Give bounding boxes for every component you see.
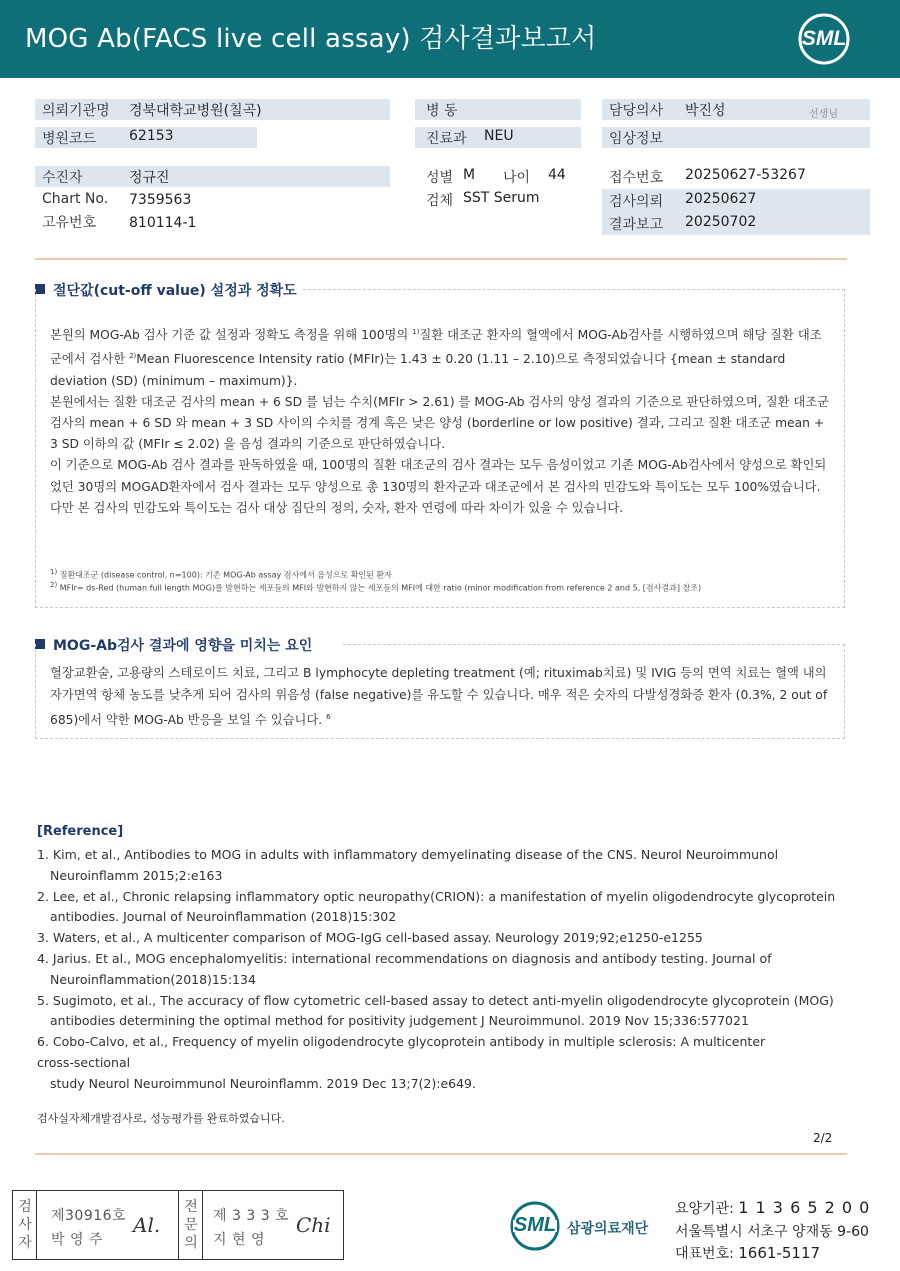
patient-value: 정규진: [129, 170, 170, 186]
p1-footnote-mark-2: 2): [129, 352, 137, 361]
uid-value: 810114-1: [129, 215, 197, 231]
reference-item-1: 1. Kim, et al., Antibodies to MOG in adults with inflammatory demyelinating disease of the CNS. Neurol Neuroimmunol: [37, 847, 779, 862]
inspector-signature: Al.: [133, 1213, 161, 1237]
report-label: 결과보고: [609, 217, 664, 233]
section1-paragraph-2: 본원에서는 질환 대조군 검사의 mean + 6 SD 를 넘는 수치(MFIr > 2.61) 를 MOG-Ab 검사의 양성 결과의 기준으로 판단하였으며, 질환 대조군 검사의 mean + 6 SD 와 mean + 3 SD 사이의 수치를 경계 혹은 낮은 양성 (borderline or low positive) 결과, 그리고 질환 대조군 mean + 3 SD 이하의 값 (MFIr ≤ 2.02) 을 음성 결과의 기준으로 판단하였습니다.: [50, 394, 830, 452]
reference-item-6-cont: cross-sectional: [37, 1054, 131, 1070]
receipt-value: 20250627-53267: [685, 167, 806, 183]
care-institution-label: 요양기관:: [675, 1201, 739, 1217]
dept-value: NEU: [484, 128, 514, 144]
p1-text-c: Mean Fluorescence Intensity ratio (MFIr)는 1.43 ± 0.20 (1.11 – 2.10)으로 측정되었습니다 {mean ± standard deviation (SD) (minimum – maximum)}.: [50, 352, 786, 388]
sml-logo-text: SML: [801, 27, 847, 50]
doctor-value: 박진성: [685, 103, 726, 119]
specimen-value: SST Serum: [463, 190, 540, 206]
sml-logo: [797, 12, 851, 66]
chart-no-value: 7359563: [129, 192, 192, 208]
report-header: [0, 0, 900, 78]
footnote-1-mark: 1): [50, 568, 58, 576]
reference-heading: [Reference]: [37, 824, 124, 839]
divider-bottom: [35, 1153, 847, 1155]
doctor-label: 담당의사: [609, 103, 664, 119]
section2-footnote-mark: 6: [326, 713, 331, 721]
report-value: 20250702: [685, 214, 757, 230]
inspector-char-1: 검: [18, 1199, 32, 1215]
inspector-license: 제30916호: [51, 1208, 127, 1224]
p1-footnote-mark-1: 1): [412, 328, 420, 336]
patient-bar: [35, 166, 390, 187]
specialist-cell: [203, 1191, 343, 1259]
ward-label: 병 동: [426, 103, 458, 119]
request-value: 20250627: [685, 191, 757, 207]
reference-item-4: 4. Jarius. Et al., MOG encephalomyelitis: international recommendations on diagnosis and antibody testing. Journal of: [37, 950, 772, 966]
care-institution: [675, 1198, 870, 1218]
reference-item-5-cont: antibodies determining the optimal method for positivity judgement J Neuroimmunol. 2019 Nov 15;336:577021: [50, 1013, 749, 1029]
p1-text-b: 질환 대조군 환자의 혈액에서 MOG-Ab검사를 시행하였으며 해당 질환 대조군에서 검사한: [50, 328, 822, 367]
care-institution-number: 1 1 3 6 5 2 0 0: [738, 1198, 871, 1217]
reference-item-6-cont2: study Neurol Neuroimmunol Neuroinflamm. 2019 Dec 13;7(2):e649.: [50, 1075, 476, 1091]
signature-stamp: [12, 1190, 344, 1260]
footnote-2-text: MFIr= ds-Red (human full length MOG)를 발현하는 세포들의 MFI와 발현하지 않는 세포들의 MFI에 대한 ratio (minor modification from reference 2 and 5, [검사결과] 참조): [57, 583, 702, 593]
patient-label: 수진자: [42, 170, 83, 186]
section1-paragraph-3: 이 기준으로 MOG-Ab 검사 결과를 판독하였을 때, 100명의 질환 대조군의 검사 결과는 모두 음성이었고 기존 MOG-Ab검사에서 양성으로 확인되었던 30명의 MOGAD환자에서 검사 결과는 모두 양성으로 총 130명의 환자군과 대조군에서 본 검사의 민감도와 특이도는 모두 100%였습니다. 다만 본 검사의 민감도와 특이도는 검사 대상 집단의 정의, 숫자, 환자 연령에 따라 차이가 있을 수 있습니다.: [50, 458, 827, 515]
report-title: MOG Ab(FACS live cell assay) 검사결과보고서: [25, 24, 597, 54]
institution-label: 의뢰기관명: [42, 103, 110, 119]
section2-body: [50, 662, 832, 731]
reference-item-5: 5. Sugimoto, et al., The accuracy of flow cytometric cell-based assay to detect anti-myelin oligodendrocyte glycoprotein (MOG): [37, 992, 834, 1008]
inspector-name: 박 영 주: [51, 1232, 103, 1248]
doctor-suffix: 선생님: [809, 109, 838, 120]
footnote-2-mark: 2): [50, 581, 58, 589]
sex-value: M: [463, 167, 476, 183]
reference-item-2-cont: antibodies. Journal of Neuroinflammation (2018)15:302: [50, 909, 397, 925]
specialist-char-1: 전: [184, 1199, 198, 1215]
inspector-char-3: 자: [18, 1235, 32, 1251]
specialist-char-2: 문: [184, 1217, 198, 1233]
code-value: 62153: [129, 128, 174, 144]
footnote-1-text: 질환대조군 (disease control, n=100): 기존 MOG-Ab assay 검사에서 음성으로 확인된 환자: [57, 570, 392, 580]
inspector-label-cell: [13, 1191, 37, 1259]
phone: [675, 1243, 820, 1263]
inspector-cell: [37, 1191, 179, 1259]
specialist-label-cell: [179, 1191, 203, 1259]
specialist-char-3: 의: [184, 1235, 198, 1251]
section2-text: 혈장교환술, 고용량의 스테로이드 치료, 그리고 B lymphocyte depleting treatment (예; rituximab치료) 및 IVIG 등의 면역 치료는 혈액 내의 자가면역 항체 농도를 낮추게 되어 검사의 위음성 (false negative)를 유도할 수 있습니다. 매우 적은 숫자의 다발성경화증 환자 (0.3%, 2 out of 685)에서 약한 MOG-Ab 반응을 보일 수 있습니다.: [50, 666, 828, 728]
reference-item-2: 2. Lee, et al., Chronic relapsing inflammatory optic neuropathy(CRION): a manifestation of myelin oligodendrocyte glycoprotein: [37, 888, 836, 904]
reference-list: [37, 845, 837, 1095]
phone-number: 1661-5117: [738, 1244, 821, 1262]
sex-label: 성별: [426, 170, 454, 186]
specialist-name: 지 현 영: [213, 1232, 265, 1248]
specialist-license: 제 3 3 3 호: [213, 1208, 290, 1224]
foundation-name: 삼광의료재단: [567, 1221, 649, 1237]
code-label: 병원코드: [42, 131, 97, 147]
footnote-2: [50, 579, 832, 595]
chart-no-label: Chart No.: [42, 191, 109, 207]
age-value: 44: [548, 167, 566, 183]
phone-label: 대표번호:: [675, 1246, 739, 1262]
reference-item-3: 3. Waters, et al., A multicenter comparison of MOG-IgG cell-based assay. Neurology 2019;92;e1250-e1255: [37, 930, 703, 946]
sml-footer-logo: [509, 1200, 561, 1252]
address: 서울특별시 서초구 양재동 9-60: [675, 1224, 869, 1240]
uid-label: 고유번호: [42, 215, 97, 231]
sml-footer-logo-text: SML: [513, 1214, 557, 1236]
clinical-label: 임상정보: [609, 131, 664, 147]
p1-text-a: 본원의 MOG-Ab 검사 기준 값 설정과 정확도 측정을 위해 100명의: [50, 328, 413, 343]
request-label: 검사의뢰: [609, 194, 664, 210]
page-number: 2/2: [813, 1131, 833, 1145]
receipt-label: 접수번호: [609, 170, 664, 186]
inspector-char-2: 사: [18, 1217, 32, 1233]
age-label: 나이: [503, 170, 531, 186]
section1-heading-text: 절단값(cut-off value) 설정과 정확도: [53, 283, 297, 299]
reference-item-1-cont: Neuroinflamm 2015;2:e163: [50, 867, 223, 883]
section1-body: [50, 322, 832, 519]
section1-paragraph-1: [50, 322, 832, 392]
specimen-label: 검체: [426, 193, 454, 209]
institution-value: 경북대학교병원(칠곡): [129, 103, 262, 119]
reference-item-4-cont: Neuroinflammation(2018)15:134: [50, 971, 256, 987]
dept-label: 진료과: [426, 131, 467, 147]
section2-heading-text: MOG-Ab검사 결과에 영향을 미치는 요인: [53, 638, 313, 654]
divider-top: [35, 258, 847, 260]
specialist-signature: Chi: [296, 1213, 331, 1237]
reference-item-6: 6. Cobo-Calvo, et al., Frequency of myelin oligodendrocyte glycoprotein antibody in multiple sclerosis: A multicenter: [37, 1034, 766, 1050]
validation-note: 검사실자체개발검사로, 성능평가를 완료하였습니다.: [37, 1112, 285, 1125]
